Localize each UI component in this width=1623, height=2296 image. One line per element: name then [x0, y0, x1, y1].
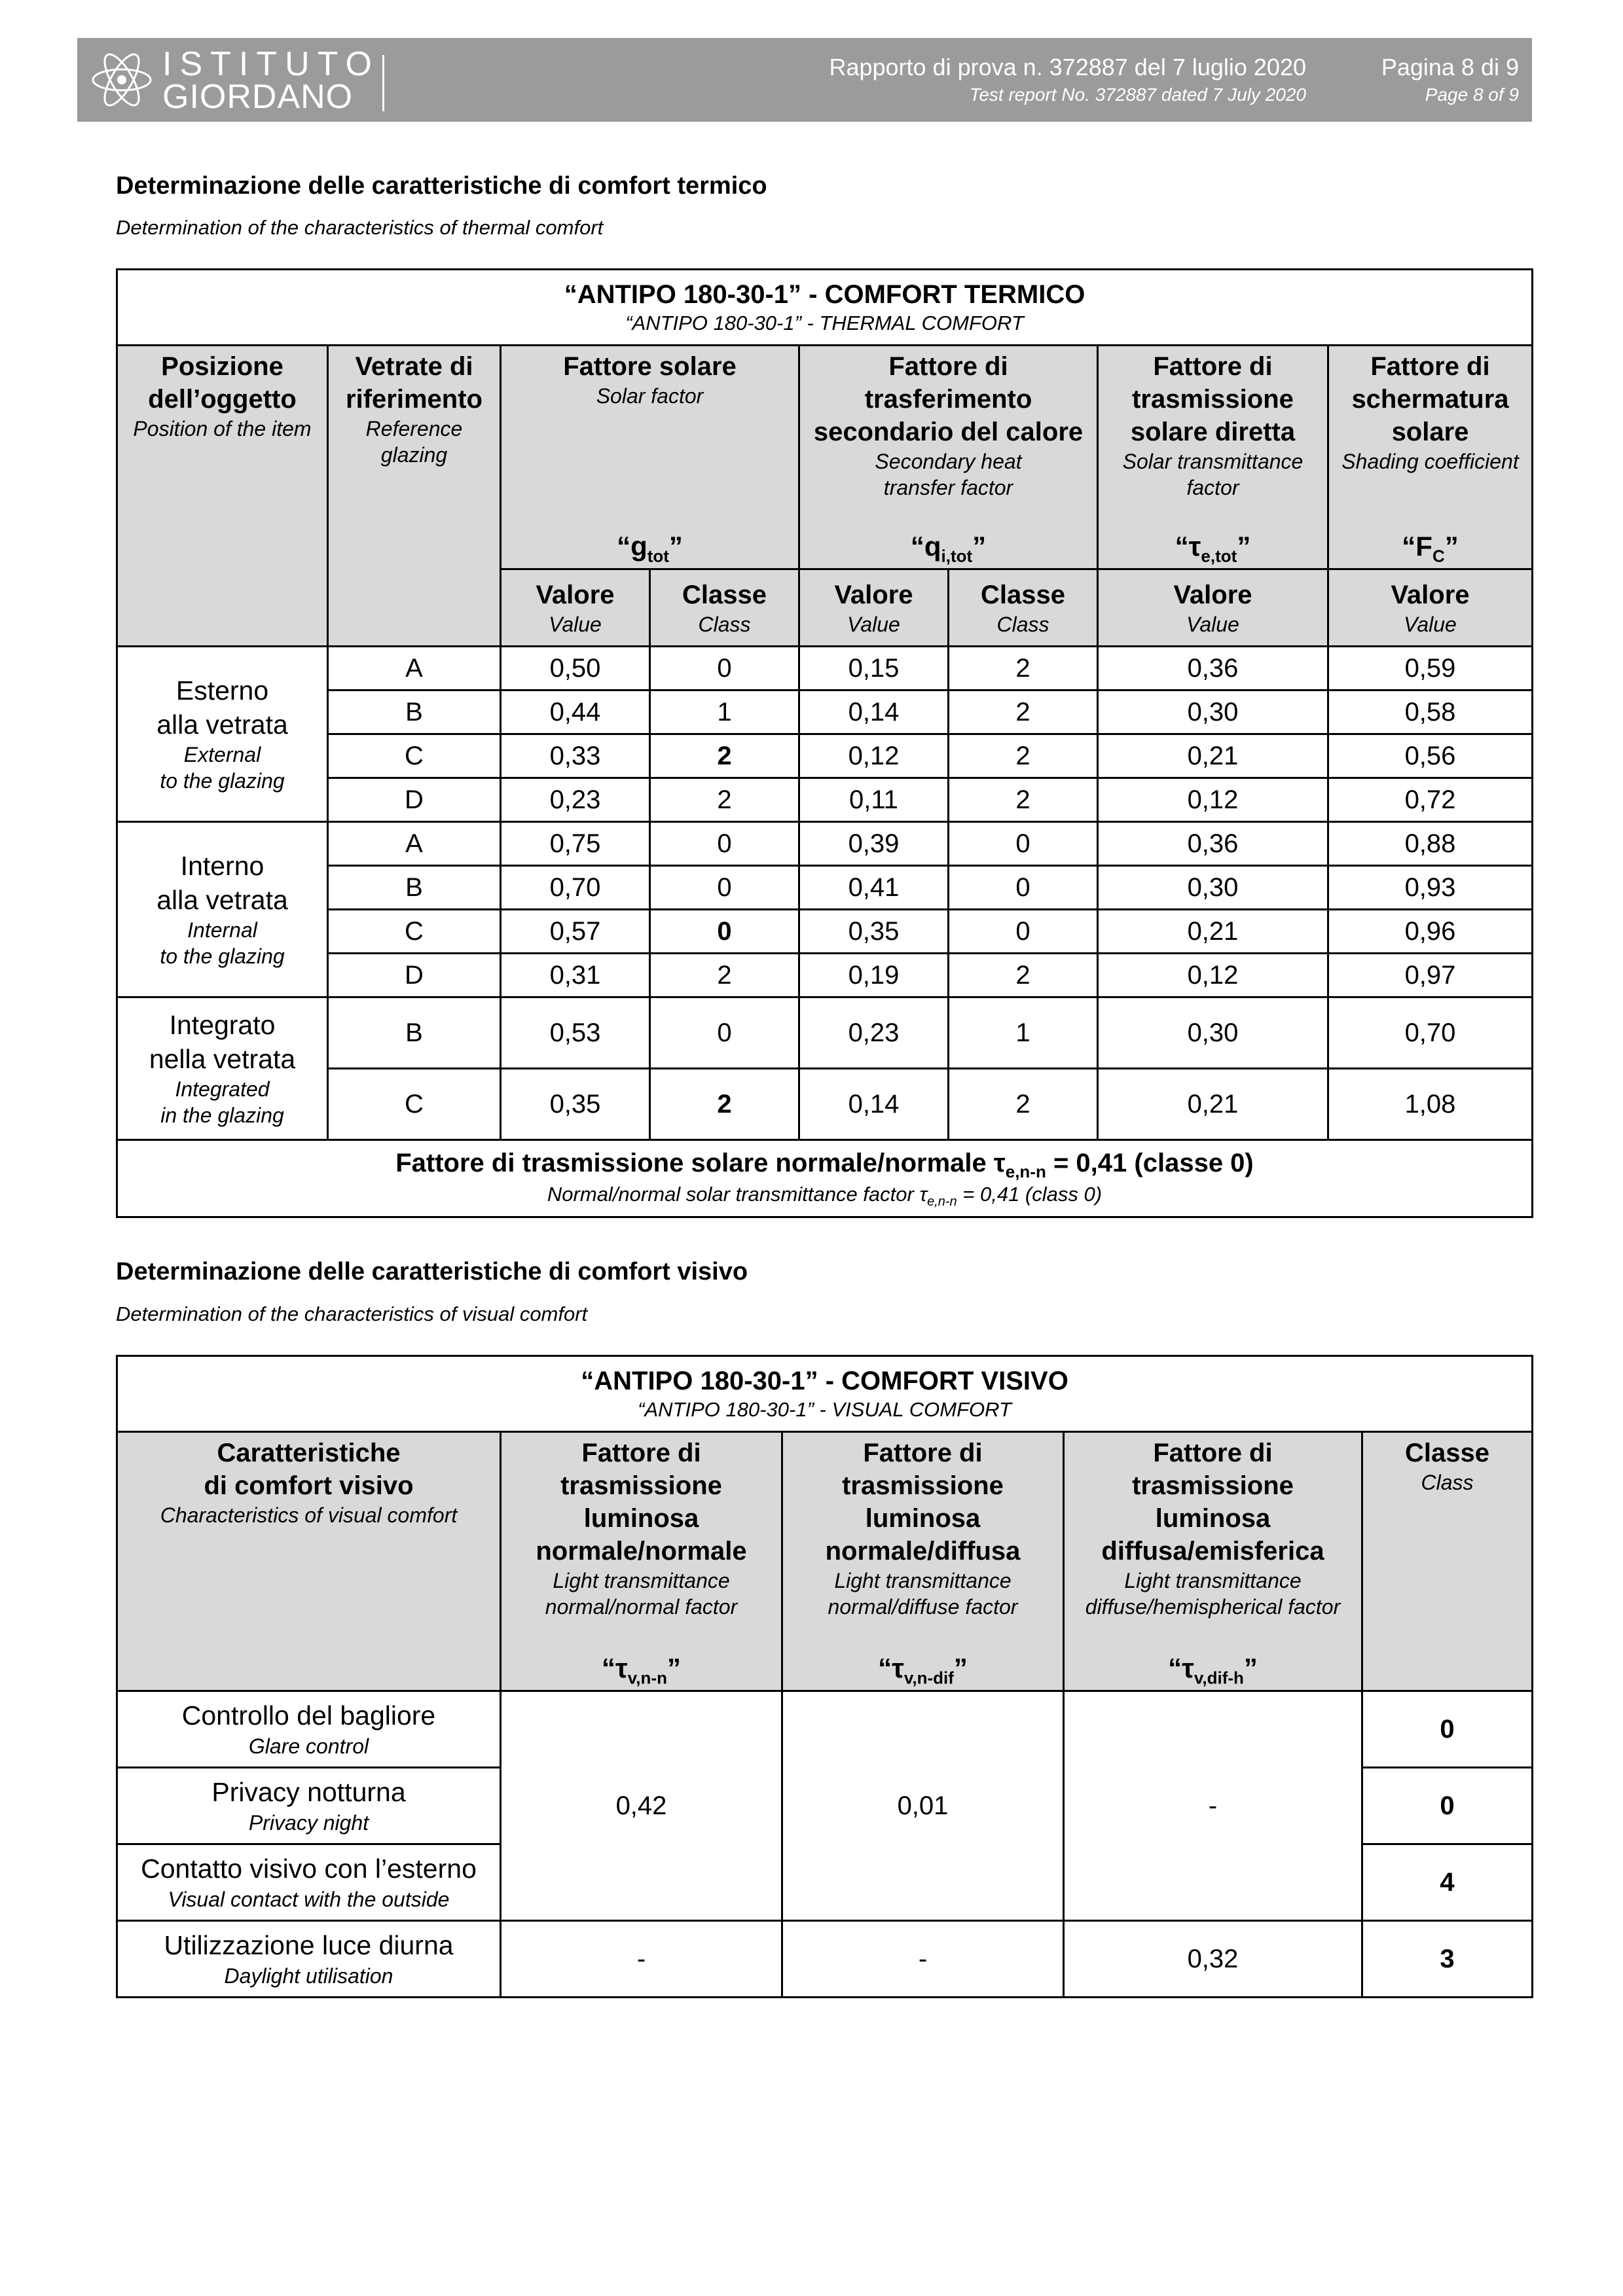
- subheader-secondary-value: Valore Value: [799, 569, 949, 647]
- visual-table-title: [117, 1356, 1533, 1432]
- cell-g-value: 0,31: [501, 954, 650, 997]
- cell-q-value: 0,14: [799, 1069, 949, 1140]
- cell-g-class: 2: [650, 1069, 799, 1140]
- cell-tau-value: 0,30: [1098, 997, 1328, 1069]
- cell-q-value: 0,35: [799, 910, 949, 954]
- cell-glazing: C: [328, 910, 501, 954]
- col-header-glazing-en-2: glazing: [380, 443, 448, 467]
- row-label-privacy-night: Privacy notturna Privacy night: [117, 1768, 501, 1844]
- col-header-direct-it-3: solare diretta: [1130, 418, 1296, 446]
- col-header-shading-en: Shading coefficient: [1341, 450, 1519, 473]
- cell-g-value: 0,50: [501, 647, 650, 691]
- cell-fc-value: 0,70: [1328, 997, 1533, 1069]
- table-row: [117, 997, 1533, 1069]
- col-header-solar-en: Solar factor: [596, 384, 704, 408]
- cell-daylight-normal-normal: -: [501, 1921, 782, 1998]
- page-header: [77, 38, 1532, 122]
- cell-q-class: 2: [949, 778, 1098, 822]
- row-label-visual-contact: Contatto visivo con l’esterno Visual contact with the outside: [117, 1844, 501, 1921]
- cell-g-value: 0,53: [501, 997, 650, 1069]
- cell-class-daylight-utilisation: 3: [1362, 1921, 1533, 1998]
- col-header-secondary-it-3: secondario del calore: [813, 418, 1084, 446]
- subheader-shading-value: Valore Value: [1328, 569, 1533, 647]
- col-header-direct-it-1: Fattore di: [1153, 352, 1273, 381]
- cell-g-class: 0: [650, 866, 799, 910]
- thermal-comfort-table: [116, 268, 1533, 1218]
- col-header-glazing-en-1: Reference: [365, 417, 463, 440]
- symbol-f-c: “$F_C$”: [1402, 531, 1459, 566]
- col-header-glazing-it-1: Vetrate di: [355, 352, 473, 381]
- symbol-tau-v-n-n: “$\tau_{v,n-n}$”: [602, 1653, 681, 1688]
- col-header-normal-diffuse: Fattore di trasmissione luminosa normale/diffusa Light transmittance normal/diffuse factor “$\tau_{v,n-dif}$”: [782, 1432, 1064, 1691]
- cell-q-class: 2: [949, 734, 1098, 778]
- report-reference-en: Test report No. 372887 dated 7 July 2020: [969, 84, 1306, 105]
- cell-q-value: 0,39: [799, 822, 949, 866]
- cell-g-value: 0,33: [501, 734, 650, 778]
- col-header-secondary-en-1: Secondary heat: [875, 450, 1022, 473]
- cell-fc-value: 0,58: [1328, 691, 1533, 734]
- table-row: [117, 691, 1533, 734]
- cell-q-class: 1: [949, 997, 1098, 1069]
- cell-glazing: A: [328, 822, 501, 866]
- cell-g-class: 2: [650, 778, 799, 822]
- col-header-visual-class: Classe Class: [1362, 1432, 1533, 1691]
- table-row: [117, 778, 1533, 822]
- cell-fc-value: 0,72: [1328, 778, 1533, 822]
- cell-g-class: 0: [650, 910, 799, 954]
- col-header-position: [117, 346, 328, 647]
- cell-g-class: 1: [650, 691, 799, 734]
- atom-emblem-icon: [89, 47, 155, 113]
- cell-tau-value: 0,30: [1098, 866, 1328, 910]
- cell-fc-value: 0,93: [1328, 866, 1533, 910]
- cell-q-class: 2: [949, 691, 1098, 734]
- table-row: [117, 1691, 1533, 1768]
- col-header-shading-coefficient: [1328, 346, 1533, 569]
- cell-g-value: 0,44: [501, 691, 650, 734]
- col-header-normal-normal: Fattore di trasmissione luminosa normale/normale Light transmittance normal/normal factor “$\tau_{v,n-n}$”: [501, 1432, 782, 1691]
- subheader-solar-value: Valore Value: [501, 569, 650, 647]
- col-header-position-it-2: dell’oggetto: [148, 385, 297, 414]
- cell-glazing: D: [328, 778, 501, 822]
- col-header-direct-it-2: trasmissione: [1132, 385, 1294, 414]
- group-external: Esterno alla vetrata External to the glazing: [117, 647, 328, 822]
- col-header-secondary-en-2: transfer factor: [883, 476, 1013, 499]
- cell-g-value: 0,23: [501, 778, 650, 822]
- symbol-tau-v-dif-h: “$\tau_{v,dif-h}$”: [1168, 1653, 1258, 1688]
- thermal-section-subtitle: Determination of the characteristics of thermal comfort: [116, 216, 604, 239]
- col-header-secondary-it-2: trasferimento: [864, 385, 1032, 414]
- cell-q-class: 0: [949, 822, 1098, 866]
- report-reference: [829, 52, 1306, 107]
- cell-glazing: D: [328, 954, 501, 997]
- col-header-direct-en-2: factor: [1186, 476, 1239, 499]
- logo-text-istituto: ISTITUTO: [162, 45, 380, 83]
- cell-q-class: 2: [949, 954, 1098, 997]
- cell-g-class: 0: [650, 997, 799, 1069]
- cell-daylight-diffuse-hemispherical: 0,32: [1064, 1921, 1362, 1998]
- footer-it: Fattore di trasmissione solare normale/normale $\tau_{e,n-n} = 0,41$ (classe 0): [395, 1148, 1254, 1181]
- table-row: [117, 647, 1533, 691]
- cell-q-class: 0: [949, 866, 1098, 910]
- cell-tau-value: 0,21: [1098, 734, 1328, 778]
- symbol-g-tot: “$g_{tot}$”: [617, 531, 683, 566]
- col-header-shading-it-2: schermatura: [1351, 385, 1509, 414]
- cell-q-value: 0,41: [799, 866, 949, 910]
- cell-tau-value: 0,36: [1098, 647, 1328, 691]
- symbol-tau-v-n-dif: “$\tau_{v,n-dif}$”: [878, 1653, 968, 1688]
- thermal-table-title: [117, 270, 1533, 346]
- table-row: [117, 1921, 1533, 1998]
- cell-glazing: C: [328, 1069, 501, 1140]
- subheader-secondary-class: Classe Class: [949, 569, 1098, 647]
- cell-class-privacy-night: 0: [1362, 1768, 1533, 1844]
- cell-merged-normal-normal: 0,42: [501, 1691, 782, 1921]
- col-header-secondary-heat: [799, 346, 1098, 569]
- cell-tau-value: 0,30: [1098, 691, 1328, 734]
- cell-glazing: B: [328, 866, 501, 910]
- cell-g-class: 0: [650, 647, 799, 691]
- cell-merged-normal-diffuse: 0,01: [782, 1691, 1064, 1921]
- cell-g-class: 2: [650, 734, 799, 778]
- visual-section-subtitle: Determination of the characteristics of visual comfort: [116, 1302, 588, 1325]
- cell-g-value: 0,75: [501, 822, 650, 866]
- cell-fc-value: 0,59: [1328, 647, 1533, 691]
- cell-g-class: 2: [650, 954, 799, 997]
- visual-comfort-table: [116, 1355, 1533, 1998]
- cell-fc-value: 0,56: [1328, 734, 1533, 778]
- table-row: [117, 1069, 1533, 1140]
- subheader-direct-value: Valore Value: [1098, 569, 1328, 647]
- istituto-giordano-logo: [89, 46, 443, 114]
- cell-q-value: 0,15: [799, 647, 949, 691]
- visual-section-title: Determinazione delle caratteristiche di comfort visivo: [116, 1258, 748, 1285]
- cell-q-value: 0,11: [799, 778, 949, 822]
- visual-table-title-it: “ANTIPO 180-30-1” - COMFORT VISIVO: [581, 1367, 1068, 1396]
- cell-class-visual-contact: 4: [1362, 1844, 1533, 1921]
- row-label-glare-control: Controllo del bagliore Glare control: [117, 1691, 501, 1768]
- col-header-solar-factor: [501, 346, 799, 569]
- thermal-table-title-it: “ANTIPO 180-30-1” - COMFORT TERMICO: [564, 280, 1085, 310]
- cell-q-class: 2: [949, 1069, 1098, 1140]
- cell-fc-value: 0,88: [1328, 822, 1533, 866]
- cell-tau-value: 0,21: [1098, 910, 1328, 954]
- symbol-q-i-tot: “$q_{i,tot}$”: [910, 531, 987, 566]
- col-header-glazing-it-2: riferimento: [346, 385, 483, 414]
- table-row: [117, 734, 1533, 778]
- logo-text-giordano: GIORDANO: [162, 78, 354, 116]
- col-header-position-en: Position of the item: [133, 417, 312, 440]
- cell-g-class: 0: [650, 822, 799, 866]
- cell-q-value: 0,19: [799, 954, 949, 997]
- col-header-secondary-it-1: Fattore di: [888, 352, 1008, 381]
- col-header-shading-it-3: solare: [1391, 418, 1469, 446]
- cell-glazing: A: [328, 647, 501, 691]
- table-row: [117, 866, 1533, 910]
- page-number: [1381, 52, 1519, 107]
- page-number-it: Pagina 8 di 9: [1381, 54, 1519, 81]
- group-integrated: Integrato nella vetrata Integrated in the glazing: [117, 997, 328, 1140]
- cell-q-class: 2: [949, 647, 1098, 691]
- col-header-direct-transmittance: [1098, 346, 1328, 569]
- report-reference-it: Rapporto di prova n. 372887 del 7 luglio 2020: [829, 54, 1306, 81]
- page-number-en: Page 8 of 9: [1425, 84, 1519, 105]
- col-header-diffuse-hemispherical: Fattore di trasmissione luminosa diffusa/emisferica Light transmittance diffuse/hemispherical factor “$\tau_{v,dif-h}$”: [1064, 1432, 1362, 1691]
- cell-glazing: B: [328, 691, 501, 734]
- col-header-shading-it-1: Fattore di: [1370, 352, 1490, 381]
- normal-normal-transmittance-footer: [117, 1140, 1533, 1217]
- thermal-section-title: Determinazione delle caratteristiche di comfort termico: [116, 172, 767, 200]
- cell-tau-value: 0,21: [1098, 1069, 1328, 1140]
- cell-merged-diffuse-hemispherical: -: [1064, 1691, 1362, 1921]
- cell-q-value: 0,14: [799, 691, 949, 734]
- col-header-solar-it: Fattore solare: [563, 352, 737, 381]
- cell-fc-value: 0,97: [1328, 954, 1533, 997]
- cell-tau-value: 0,12: [1098, 954, 1328, 997]
- cell-tau-value: 0,12: [1098, 778, 1328, 822]
- cell-g-value: 0,57: [501, 910, 650, 954]
- col-header-position-it-1: Posizione: [161, 352, 283, 381]
- group-internal: Interno alla vetrata Internal to the glazing: [117, 822, 328, 997]
- table-row: [117, 822, 1533, 866]
- col-header-direct-en-1: Solar transmittance: [1122, 450, 1304, 473]
- visual-table-title-en: “ANTIPO 180-30-1” - VISUAL COMFORT: [638, 1398, 1012, 1422]
- logo-divider: [382, 55, 384, 111]
- cell-fc-value: 1,08: [1328, 1069, 1533, 1140]
- cell-glazing: B: [328, 997, 501, 1069]
- cell-class-glare-control: 0: [1362, 1691, 1533, 1768]
- cell-fc-value: 0,96: [1328, 910, 1533, 954]
- footer-en: Normal/normal solar transmittance factor $\tau_{e,n-n} = 0,41$ (class 0): [547, 1183, 1103, 1210]
- cell-q-value: 0,23: [799, 997, 949, 1069]
- table-row: [117, 954, 1533, 997]
- row-label-daylight-utilisation: Utilizzazione luce diurna Daylight utilisation: [117, 1921, 501, 1998]
- col-header-visual-characteristics: Caratteristiche di comfort visivo Characteristics of visual comfort: [117, 1432, 501, 1691]
- col-header-reference-glazing: [328, 346, 501, 647]
- cell-q-value: 0,12: [799, 734, 949, 778]
- subheader-solar-class: Classe Class: [650, 569, 799, 647]
- cell-q-class: 0: [949, 910, 1098, 954]
- cell-glazing: C: [328, 734, 501, 778]
- table-row: [117, 910, 1533, 954]
- cell-g-value: 0,70: [501, 866, 650, 910]
- symbol-tau-e-tot: “$\tau_{e,tot}$”: [1175, 531, 1251, 566]
- thermal-table-title-en: “ANTIPO 180-30-1” - THERMAL COMFORT: [625, 312, 1024, 335]
- cell-tau-value: 0,36: [1098, 822, 1328, 866]
- cell-g-value: 0,35: [501, 1069, 650, 1140]
- cell-daylight-normal-diffuse: -: [782, 1921, 1064, 1998]
